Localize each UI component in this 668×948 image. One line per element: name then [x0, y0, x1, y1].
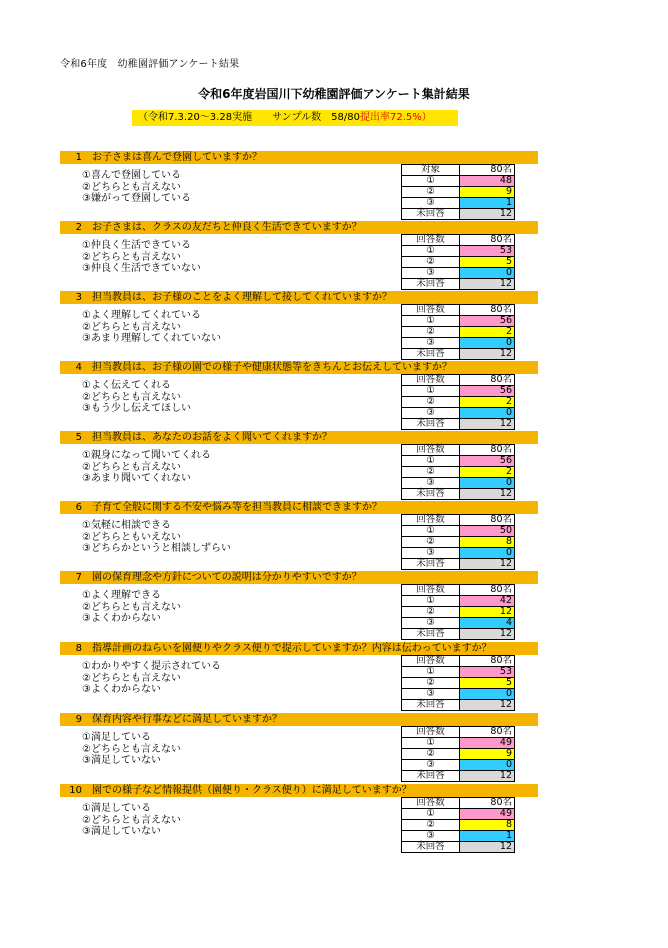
results-label: 未回答: [402, 700, 460, 711]
answer-option: ①よく理解できる: [82, 590, 161, 601]
results-row: [402, 831, 515, 842]
answer-option: ②どちらとも言えない: [82, 743, 181, 755]
question-text: 担当教員は、お子様の園での様子や健康状態等をきちんとお伝えしていますか？: [92, 362, 452, 373]
answer-option: ①わかりやすく提示されている: [82, 661, 221, 672]
question-bar: [60, 501, 538, 514]
results-row: [402, 548, 515, 559]
results-label: ②: [402, 257, 460, 268]
results-header-label: 回答数: [402, 798, 460, 809]
results-row: [402, 700, 515, 711]
question-bar: [60, 291, 538, 304]
results-header-row: [402, 515, 515, 526]
page-title: 令和6年度岩国川下幼稚園評価アンケート集計結果: [198, 87, 470, 101]
question-bar: [60, 221, 538, 234]
results-header-count: 80名: [460, 375, 515, 386]
results-value: 0: [460, 268, 515, 279]
results-row: [402, 760, 515, 771]
question-section: [60, 291, 538, 357]
question-text: お子さまは喜んで登園していますか？: [92, 152, 262, 163]
results-table: [401, 584, 515, 640]
results-label: ③: [402, 338, 460, 349]
answer-option: ②どちらとも言えない: [82, 251, 181, 263]
results-label: 未回答: [402, 559, 460, 570]
results-value: 4: [460, 618, 515, 629]
results-label: ②: [402, 187, 460, 198]
results-table: [401, 164, 515, 220]
question-number: 4: [75, 362, 82, 373]
question-number: 7: [75, 572, 82, 583]
results-row: [402, 246, 515, 257]
results-label: ①: [402, 176, 460, 187]
results-label: 未回答: [402, 349, 460, 360]
results-row: [402, 771, 515, 782]
results-label: ③: [402, 760, 460, 771]
question-text: お子さまは、クラスの友だちと仲良く生活できていますか？: [92, 222, 362, 233]
results-row: [402, 489, 515, 500]
results-label: ③: [402, 689, 460, 700]
question-number: 8: [75, 643, 82, 654]
answer-options: [82, 170, 191, 205]
results-value: 8: [460, 537, 515, 548]
question-number: 10: [69, 785, 82, 796]
results-label: 未回答: [402, 489, 460, 500]
question-number: 2: [75, 222, 82, 233]
answer-option: ①よく理解してくれている: [82, 310, 201, 321]
question-text: 子育て全般に関する不安や悩み等を担当教員に相談できますか？: [92, 502, 382, 513]
results-value: 49: [460, 738, 515, 749]
results-value: 8: [460, 820, 515, 831]
answer-option: ③よくわからない: [82, 684, 161, 695]
results-row: [402, 209, 515, 220]
results-value: 53: [460, 667, 515, 678]
question-bar: [60, 642, 538, 655]
answer-option: ②どちらとも言えない: [82, 181, 181, 193]
results-value: 53: [460, 246, 515, 257]
results-value: 56: [460, 456, 515, 467]
question-number: 9: [75, 714, 82, 725]
results-value: 1: [460, 198, 515, 209]
answer-option: ③あまり聞いてくれない: [82, 473, 191, 484]
results-label: ①: [402, 386, 460, 397]
results-label: 未回答: [402, 842, 460, 853]
results-value: 0: [460, 548, 515, 559]
results-value: 5: [460, 257, 515, 268]
results-row: [402, 386, 515, 397]
results-label: ①: [402, 596, 460, 607]
results-value: 0: [460, 338, 515, 349]
answer-options: [82, 380, 191, 415]
results-row: [402, 820, 515, 831]
results-row: [402, 629, 515, 640]
results-label: ②: [402, 467, 460, 478]
results-label: 未回答: [402, 279, 460, 290]
results-row: [402, 279, 515, 290]
results-value: 12: [460, 349, 515, 360]
question-text: 担当教員は、あなたのお話をよく聞いてくれますか？: [92, 432, 332, 443]
question-text: 園での様子など情報提供（園便り・クラス便り）に満足していますか？: [92, 785, 412, 796]
results-value: 49: [460, 809, 515, 820]
answer-option: ③どちらかというと相談しずらい: [82, 543, 231, 554]
results-table: [401, 655, 515, 711]
results-label: ①: [402, 246, 460, 257]
results-row: [402, 338, 515, 349]
question-section: [60, 151, 538, 217]
results-value: 12: [460, 607, 515, 618]
results-label: ②: [402, 537, 460, 548]
question-text: 担当教員は、お子様のことをよく理解して接してくれていますか？: [92, 292, 392, 303]
results-value: 9: [460, 749, 515, 760]
results-label: ②: [402, 749, 460, 760]
results-value: 1: [460, 831, 515, 842]
results-header-label: 回答数: [402, 375, 460, 386]
question-bar: [60, 151, 538, 164]
results-table: [401, 234, 515, 290]
answer-option: ①満足している: [82, 732, 151, 743]
question-section: [60, 784, 538, 850]
results-header-count: 80名: [460, 305, 515, 316]
results-header-label: 回答数: [402, 445, 460, 456]
results-row: [402, 678, 515, 689]
question-section: [60, 221, 538, 287]
results-label: ①: [402, 526, 460, 537]
answer-options: [82, 240, 201, 275]
question-text: 園の保育理念や方針についての説明は分かりやすいですか？: [92, 572, 362, 583]
results-label: 未回答: [402, 209, 460, 220]
results-label: ③: [402, 478, 460, 489]
results-table: [401, 726, 515, 782]
results-label: ②: [402, 820, 460, 831]
results-label: ②: [402, 397, 460, 408]
results-value: 5: [460, 678, 515, 689]
results-value: 12: [460, 279, 515, 290]
results-row: [402, 198, 515, 209]
answer-option: ②どちらとも言えない: [82, 814, 181, 826]
results-value: 0: [460, 689, 515, 700]
results-row: [402, 349, 515, 360]
question-bar: [60, 431, 538, 444]
question-bar: [60, 571, 538, 584]
answer-option: ②どちらとも言えない: [82, 321, 181, 333]
results-header-count: 80名: [460, 235, 515, 246]
results-header-label: 回答数: [402, 727, 460, 738]
results-header-label: 回答数: [402, 305, 460, 316]
question-bar: [60, 361, 538, 374]
results-value: 12: [460, 209, 515, 220]
results-row: [402, 618, 515, 629]
results-row: [402, 408, 515, 419]
answer-option: ①仲良く生活できている: [82, 240, 191, 251]
answer-option: ③満足していない: [82, 826, 161, 837]
results-header-row: [402, 798, 515, 809]
results-header-count: 80名: [460, 585, 515, 596]
question-bar: [60, 713, 538, 726]
question-section: [60, 501, 538, 567]
answer-option: ③よくわからない: [82, 613, 161, 624]
results-label: ③: [402, 408, 460, 419]
results-value: 42: [460, 596, 515, 607]
results-header-count: 80名: [460, 515, 515, 526]
results-label: ③: [402, 198, 460, 209]
results-row: [402, 689, 515, 700]
results-table: [401, 444, 515, 500]
answer-options: [82, 732, 181, 767]
results-row: [402, 419, 515, 430]
results-row: [402, 559, 515, 570]
results-value: 12: [460, 559, 515, 570]
question-section: [60, 571, 538, 637]
answer-option: ③嫌がって登園している: [82, 193, 191, 204]
results-row: [402, 456, 515, 467]
results-label: ③: [402, 548, 460, 559]
results-header-label: 回答数: [402, 656, 460, 667]
results-header-count: 80名: [460, 727, 515, 738]
answer-option: ③仲良く生活できていない: [82, 263, 201, 274]
results-value: 0: [460, 408, 515, 419]
results-header-row: [402, 305, 515, 316]
results-header-label: 対象: [402, 165, 460, 176]
results-row: [402, 467, 515, 478]
results-label: ①: [402, 456, 460, 467]
results-value: 12: [460, 771, 515, 782]
answer-option: ②どちらとも言えない: [82, 601, 181, 613]
results-value: 0: [460, 478, 515, 489]
results-header-row: [402, 727, 515, 738]
results-row: [402, 268, 515, 279]
answer-option: ①気軽に相談できる: [82, 520, 171, 531]
answer-options: [82, 590, 181, 625]
results-header-row: [402, 165, 515, 176]
results-row: [402, 738, 515, 749]
results-table: [401, 304, 515, 360]
results-label: ①: [402, 667, 460, 678]
results-row: [402, 537, 515, 548]
answer-option: ②どちらとも言えない: [82, 672, 181, 684]
answer-options: [82, 310, 221, 345]
results-header-count: 80名: [460, 798, 515, 809]
results-row: [402, 809, 515, 820]
survey-meta: [132, 110, 458, 126]
results-label: ①: [402, 738, 460, 749]
results-header-row: [402, 375, 515, 386]
question-number: 1: [75, 152, 82, 163]
results-header-count: 80名: [460, 445, 515, 456]
results-header-row: [402, 235, 515, 246]
results-row: [402, 607, 515, 618]
results-table: [401, 514, 515, 570]
question-section: [60, 713, 538, 779]
question-text: 指導計画のねらいを園便りやクラス便りで提示していますか？内容は伝わっていますか？: [92, 643, 492, 654]
results-row: [402, 667, 515, 678]
results-label: 未回答: [402, 629, 460, 640]
question-number: 3: [75, 292, 82, 303]
question-section: [60, 431, 538, 497]
results-value: 56: [460, 386, 515, 397]
results-label: ①: [402, 809, 460, 820]
results-value: 12: [460, 629, 515, 640]
question-section: [60, 642, 538, 708]
results-table: [401, 374, 515, 430]
results-label: ②: [402, 327, 460, 338]
document-header: 令和6年度 幼稚園評価アンケート結果: [60, 59, 240, 70]
results-row: [402, 478, 515, 489]
question-number: 5: [75, 432, 82, 443]
results-header-label: 回答数: [402, 235, 460, 246]
results-value: 12: [460, 489, 515, 500]
answer-options: [82, 450, 211, 485]
results-row: [402, 596, 515, 607]
answer-option: ①満足している: [82, 803, 151, 814]
submission-rate: 提出率72.5%）: [360, 112, 432, 123]
results-label: ③: [402, 268, 460, 279]
answer-options: [82, 661, 221, 696]
results-value: 12: [460, 419, 515, 430]
results-header-row: [402, 656, 515, 667]
results-label: ①: [402, 316, 460, 327]
results-label: ③: [402, 831, 460, 842]
question-text: 保育内容や行事などに満足していますか？: [92, 714, 282, 725]
results-header-row: [402, 445, 515, 456]
question-section: [60, 361, 538, 427]
results-header-count: 80名: [460, 656, 515, 667]
results-value: 12: [460, 842, 515, 853]
question-number: 6: [75, 502, 82, 513]
results-row: [402, 397, 515, 408]
results-row: [402, 327, 515, 338]
results-label: 未回答: [402, 419, 460, 430]
results-label: 未回答: [402, 771, 460, 782]
answer-option: ①よく伝えてくれる: [82, 380, 171, 391]
results-value: 2: [460, 327, 515, 338]
results-row: [402, 187, 515, 198]
answer-option: ③あまり理解してくれていない: [82, 333, 221, 344]
answer-option: ③満足していない: [82, 755, 161, 766]
results-row: [402, 842, 515, 853]
results-row: [402, 526, 515, 537]
results-value: 0: [460, 760, 515, 771]
answer-option: ②どちらとも言えない: [82, 461, 181, 473]
results-row: [402, 176, 515, 187]
results-row: [402, 749, 515, 760]
results-value: 2: [460, 467, 515, 478]
results-value: 50: [460, 526, 515, 537]
answer-options: [82, 520, 231, 555]
results-table: [401, 797, 515, 853]
answer-option: ①親身になって聞いてくれる: [82, 450, 211, 461]
results-value: 9: [460, 187, 515, 198]
answer-option: ②どちらともいえない: [82, 531, 181, 543]
results-label: ③: [402, 618, 460, 629]
results-value: 56: [460, 316, 515, 327]
answer-option: ③もう少し伝えてほしい: [82, 403, 191, 414]
results-value: 12: [460, 700, 515, 711]
survey-meta-text: （令和7.3.20～3.28実施 サンプル数 58/80: [138, 112, 360, 123]
results-row: [402, 257, 515, 268]
results-label: ②: [402, 607, 460, 618]
results-header-row: [402, 585, 515, 596]
results-value: 2: [460, 397, 515, 408]
results-header-label: 回答数: [402, 585, 460, 596]
results-header-count: 80名: [460, 165, 515, 176]
results-row: [402, 316, 515, 327]
answer-option: ①喜んで登園している: [82, 170, 181, 181]
answer-options: [82, 803, 181, 838]
results-value: 48: [460, 176, 515, 187]
question-bar: [60, 784, 538, 797]
results-label: ②: [402, 678, 460, 689]
answer-option: ②どちらとも言えない: [82, 391, 181, 403]
results-header-label: 回答数: [402, 515, 460, 526]
